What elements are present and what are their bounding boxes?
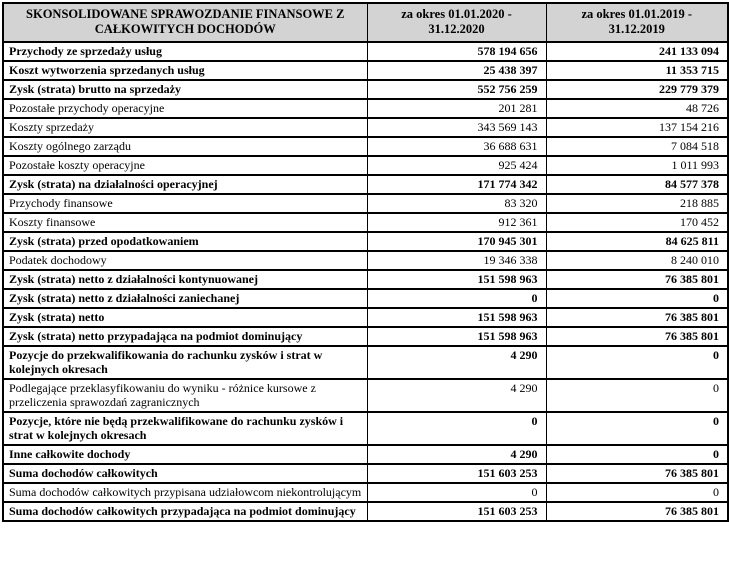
row-label: Pozycje do przekwalifikowania do rachunku zysków i strat w kolejnych okresach [3, 346, 367, 379]
value-2019: 0 [546, 412, 728, 445]
table-row [3, 80, 728, 99]
value-2020: 25 438 397 [367, 61, 546, 80]
table-row [3, 289, 728, 308]
value-2020: 578 194 656 [367, 42, 546, 61]
value-2019: 8 240 010 [546, 251, 728, 270]
table-title: SKONSOLIDOWANE SPRAWOZDANIE FINANSOWE Z CAŁKOWITYCH DOCHODÓW [3, 3, 367, 42]
row-label: Zysk (strata) brutto na sprzedaży [3, 80, 367, 99]
value-2020: 912 361 [367, 213, 546, 232]
table-row [3, 213, 728, 232]
value-2020: 19 346 338 [367, 251, 546, 270]
table-body [3, 42, 728, 521]
row-label: Zysk (strata) netto [3, 308, 367, 327]
row-label: Koszt wytworzenia sprzedanych usług [3, 61, 367, 80]
table-row [3, 61, 728, 80]
header-row [3, 3, 728, 42]
table-row [3, 346, 728, 379]
value-2020: 0 [367, 289, 546, 308]
value-2020: 4 290 [367, 445, 546, 464]
value-2019: 0 [546, 346, 728, 379]
value-2020: 151 603 253 [367, 464, 546, 483]
value-2020: 4 290 [367, 346, 546, 379]
row-label: Pozycje, które nie będą przekwalifikowane do rachunku zysków i strat w kolejnych okresach [3, 412, 367, 445]
row-label: Przychody finansowe [3, 194, 367, 213]
row-label: Zysk (strata) przed opodatkowaniem [3, 232, 367, 251]
table-row [3, 118, 728, 137]
value-2020: 170 945 301 [367, 232, 546, 251]
table-row [3, 445, 728, 464]
table-row [3, 42, 728, 61]
row-label: Suma dochodów całkowitych przypadająca na podmiot dominujący [3, 502, 367, 521]
value-2019: 241 133 094 [546, 42, 728, 61]
value-2020: 171 774 342 [367, 175, 546, 194]
column-header-2020: za okres 01.01.2020 - 31.12.2020 [367, 3, 546, 42]
table-row [3, 232, 728, 251]
table-row [3, 194, 728, 213]
value-2020: 151 598 963 [367, 270, 546, 289]
value-2020: 343 569 143 [367, 118, 546, 137]
value-2019: 170 452 [546, 213, 728, 232]
table-row [3, 156, 728, 175]
table-row [3, 308, 728, 327]
row-label: Zysk (strata) netto z działalności zaniechanej [3, 289, 367, 308]
value-2019: 76 385 801 [546, 464, 728, 483]
table-row [3, 483, 728, 502]
row-label: Suma dochodów całkowitych przypisana udziałowcom niekontrolującym [3, 483, 367, 502]
value-2020: 201 281 [367, 99, 546, 118]
value-2020: 0 [367, 412, 546, 445]
table-row [3, 137, 728, 156]
table-header [3, 3, 728, 42]
table-row [3, 412, 728, 445]
row-label: Koszty ogólnego zarządu [3, 137, 367, 156]
row-label: Zysk (strata) na działalności operacyjnej [3, 175, 367, 194]
value-2020: 0 [367, 483, 546, 502]
row-label: Inne całkowite dochody [3, 445, 367, 464]
row-label: Koszty finansowe [3, 213, 367, 232]
value-2020: 36 688 631 [367, 137, 546, 156]
table-row [3, 464, 728, 483]
value-2020: 925 424 [367, 156, 546, 175]
value-2019: 0 [546, 483, 728, 502]
table-row [3, 270, 728, 289]
value-2019: 84 577 378 [546, 175, 728, 194]
value-2019: 76 385 801 [546, 327, 728, 346]
value-2019: 76 385 801 [546, 308, 728, 327]
value-2019: 84 625 811 [546, 232, 728, 251]
value-2020: 151 598 963 [367, 308, 546, 327]
column-header-2019: za okres 01.01.2019 - 31.12.2019 [546, 3, 728, 42]
table-row [3, 379, 728, 412]
value-2019: 7 084 518 [546, 137, 728, 156]
value-2019: 137 154 216 [546, 118, 728, 137]
value-2019: 11 353 715 [546, 61, 728, 80]
row-label: Przychody ze sprzedaży usług [3, 42, 367, 61]
row-label: Suma dochodów całkowitych [3, 464, 367, 483]
value-2019: 76 385 801 [546, 270, 728, 289]
financial-statement-table [2, 2, 729, 522]
row-label: Pozostałe przychody operacyjne [3, 99, 367, 118]
row-label: Zysk (strata) netto przypadająca na podmiot dominujący [3, 327, 367, 346]
value-2019: 1 011 993 [546, 156, 728, 175]
value-2020: 83 320 [367, 194, 546, 213]
table-row [3, 99, 728, 118]
table-row [3, 502, 728, 521]
table-row [3, 251, 728, 270]
value-2019: 76 385 801 [546, 502, 728, 521]
value-2019: 0 [546, 445, 728, 464]
value-2020: 552 756 259 [367, 80, 546, 99]
value-2019: 218 885 [546, 194, 728, 213]
value-2020: 4 290 [367, 379, 546, 412]
value-2019: 0 [546, 379, 728, 412]
value-2019: 229 779 379 [546, 80, 728, 99]
value-2020: 151 603 253 [367, 502, 546, 521]
value-2020: 151 598 963 [367, 327, 546, 346]
value-2019: 0 [546, 289, 728, 308]
table-row [3, 175, 728, 194]
row-label: Podatek dochodowy [3, 251, 367, 270]
row-label: Koszty sprzedaży [3, 118, 367, 137]
row-label: Podlegające przeklasyfikowaniu do wyniku - różnice kursowe z przeliczenia sprawozdań zagranicznych [3, 379, 367, 412]
row-label: Zysk (strata) netto z działalności kontynuowanej [3, 270, 367, 289]
value-2019: 48 726 [546, 99, 728, 118]
row-label: Pozostałe koszty operacyjne [3, 156, 367, 175]
table-row [3, 327, 728, 346]
